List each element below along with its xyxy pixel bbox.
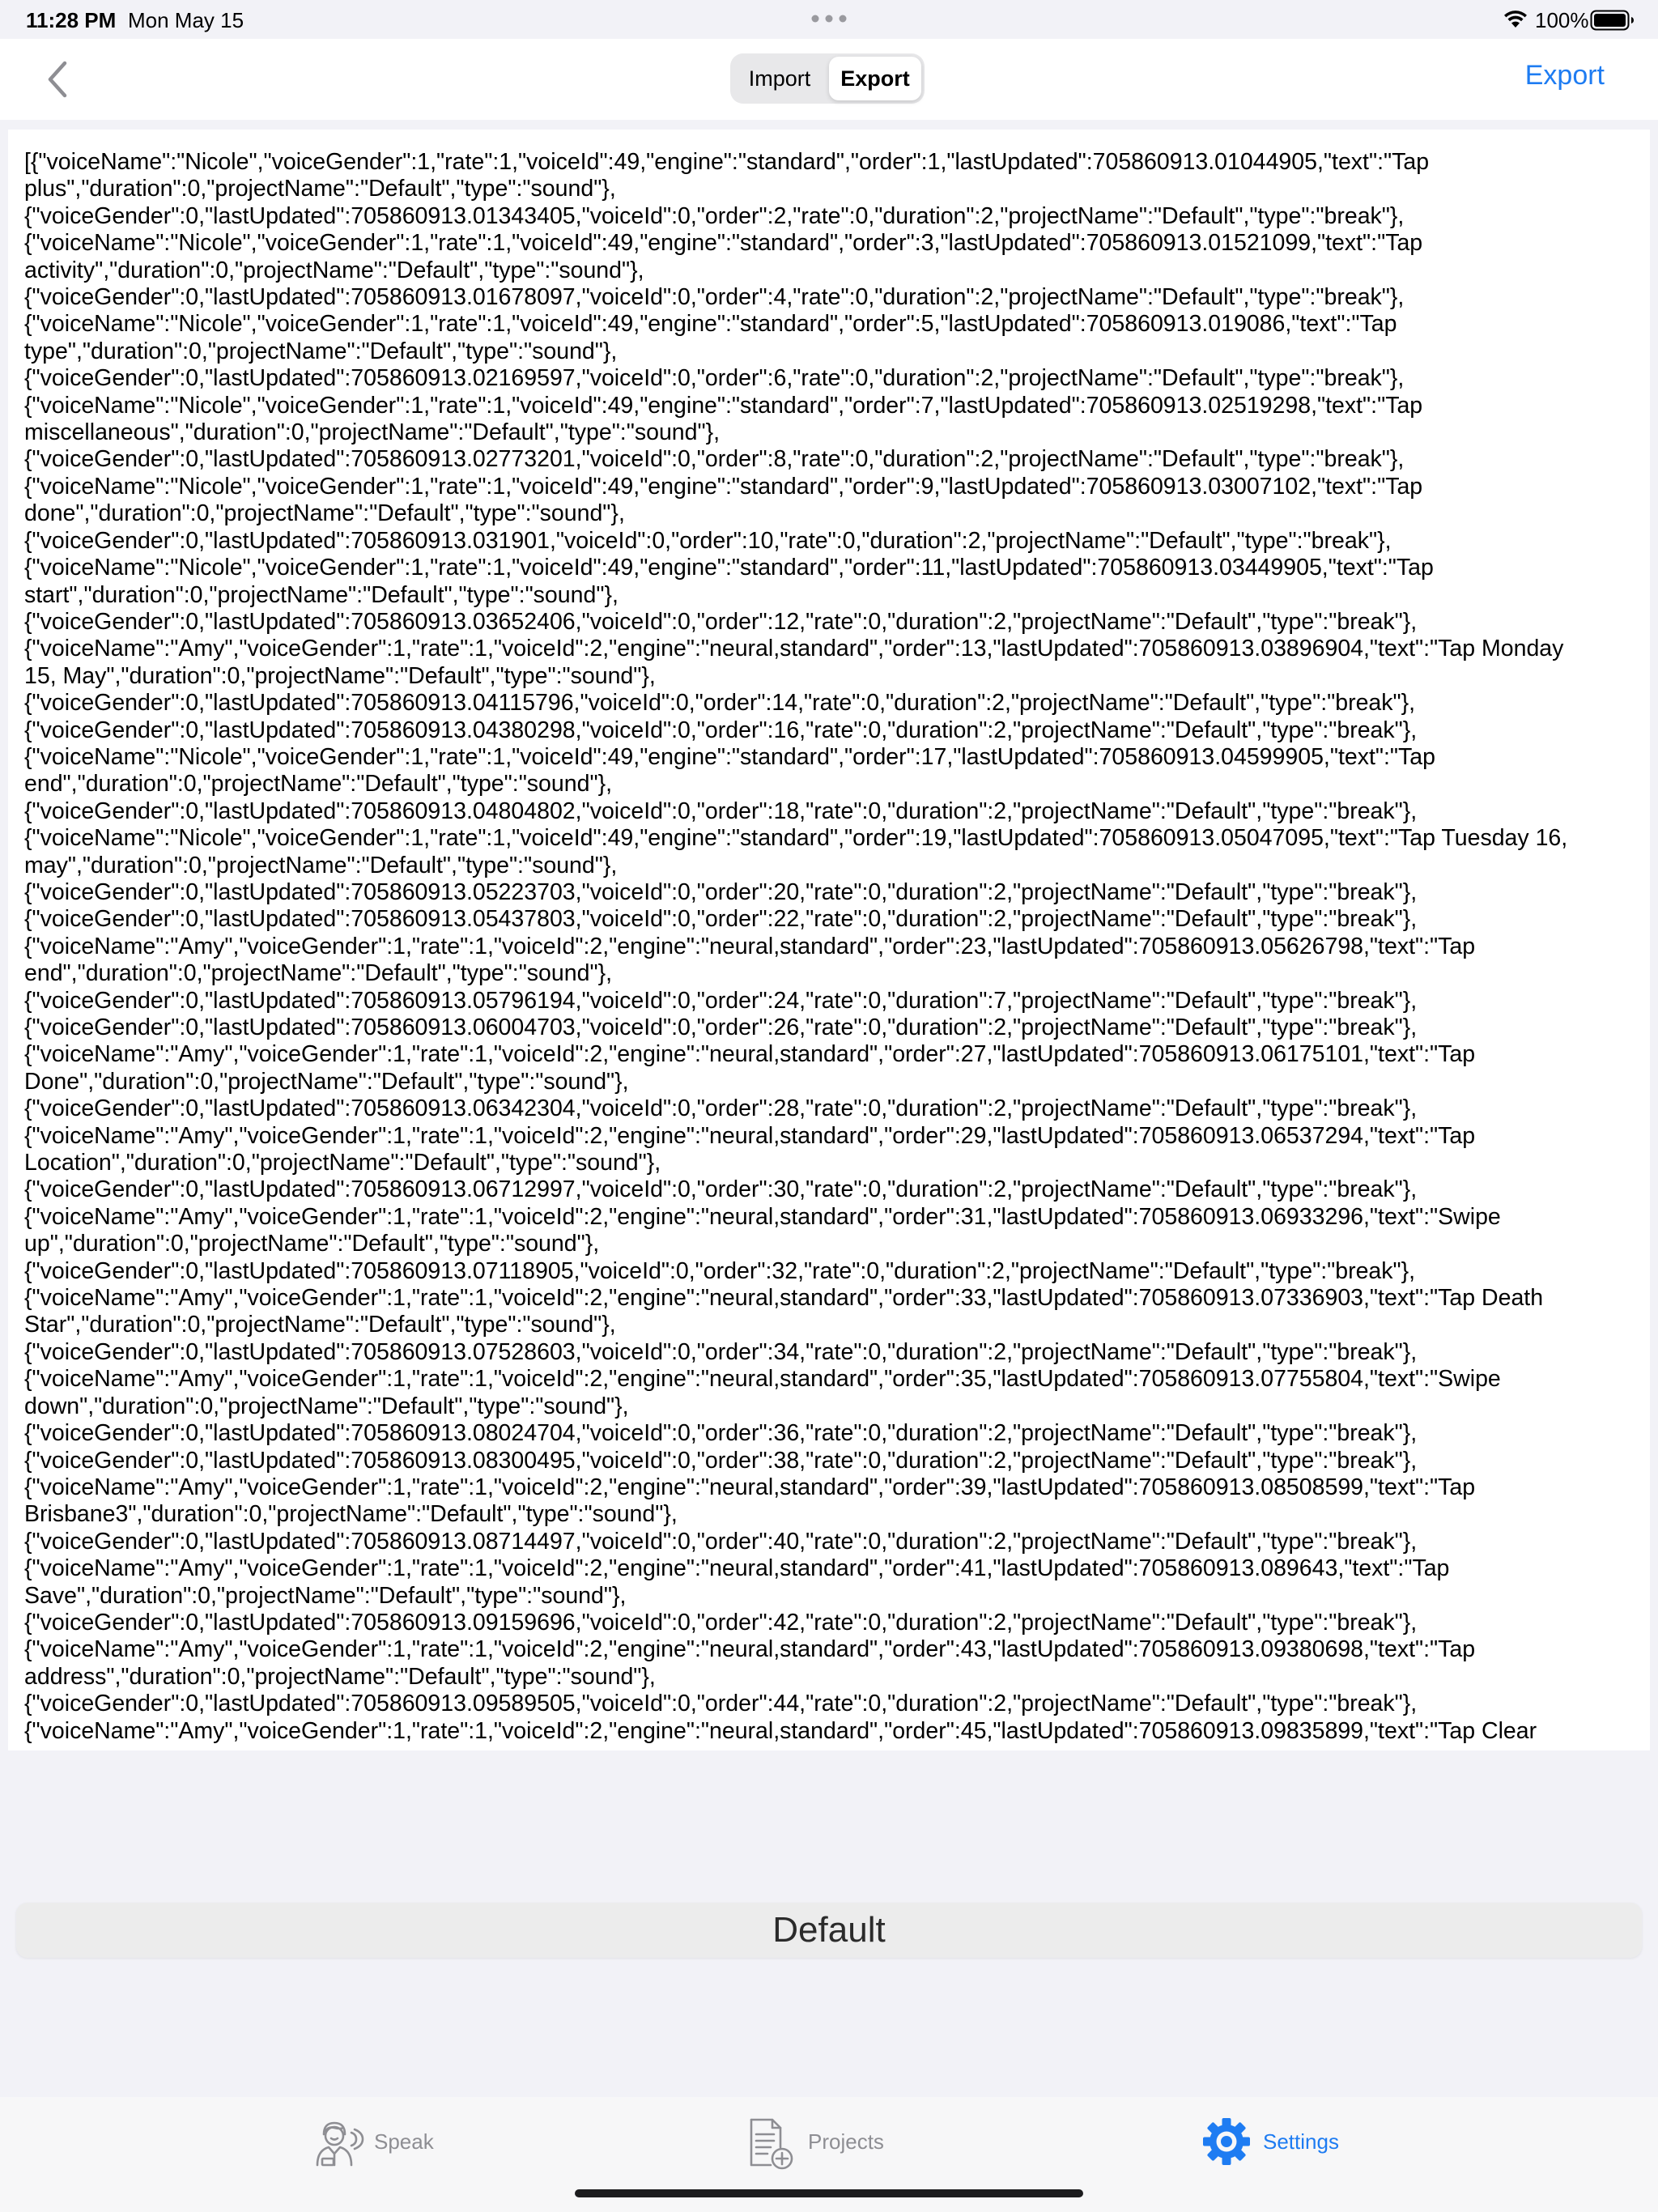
wifi-icon — [1503, 8, 1528, 29]
multitasking-dots-icon[interactable] — [811, 15, 847, 23]
export-text-line: {"voiceGender":0,"lastUpdated":705860913.05223703,"voiceId":0,"order":20,"rate":0,"duration":2,"projectName":"Default","type":"break"}, — [24, 878, 1418, 905]
export-text-line: {"voiceGender":0,"lastUpdated":705860913.02773201,"voiceId":0,"order":8,"rate":0,"duration":2,"projectName":"Default","type":"break"}, — [24, 446, 1405, 473]
segment-import[interactable]: Import — [748, 66, 811, 91]
status-bar — [0, 0, 1658, 39]
export-text-line: {"voiceName":"Amy","voiceGender":1,"rate":1,"voiceId":2,"engine":"neural,standard","order":33,"lastUpdated":705860913.07336903,"text":"Tap Death — [24, 1285, 1544, 1312]
export-text-line: up","duration":0,"projectName":"Default","type":"sound"}, — [24, 1231, 600, 1257]
export-text-line: address","duration":0,"projectName":"Default","type":"sound"}, — [24, 1663, 656, 1690]
gear-icon — [1201, 2116, 1252, 2167]
status-time: 11:28 PM — [26, 8, 117, 32]
project-selector-button[interactable]: Default — [16, 1903, 1642, 1958]
export-text-line: Star","duration":0,"projectName":"Default","type":"sound"}, — [24, 1312, 616, 1338]
export-text-line: {"voiceGender":0,"lastUpdated":705860913.06004703,"voiceId":0,"order":26,"rate":0,"duration":2,"projectName":"Default","type":"break"}, — [24, 1015, 1418, 1040]
export-text-line: {"voiceGender":0,"lastUpdated":705860913.06712997,"voiceId":0,"order":30,"rate":0,"duration":2,"projectName":"Default","type":"break"}, — [24, 1176, 1418, 1203]
export-text-line: {"voiceName":"Amy","voiceGender":1,"rate":1,"voiceId":2,"engine":"neural,standard","order":29,"lastUpdated":705860913.06537294,"text":"Tap — [24, 1122, 1476, 1149]
export-text-line: {"voiceName":"Nicole","voiceGender":1,"rate":1,"voiceId":49,"engine":"standard","order":19,"lastUpdated":705860913.05047095,"text":"Tap Tuesday 16, — [24, 825, 1568, 852]
projects-document-icon — [746, 2116, 797, 2170]
battery-icon — [1590, 10, 1635, 31]
export-text-line: {"voiceName":"Amy","voiceGender":1,"rate":1,"voiceId":2,"engine":"neural,standard","order":31,"lastUpdated":705860913.06933296,"text":"Swipe — [24, 1203, 1501, 1230]
export-text-line: {"voiceGender":0,"lastUpdated":705860913.03652406,"voiceId":0,"order":12,"rate":0,"duration":2,"projectName":"Default","type":"break"}, — [24, 608, 1418, 635]
export-text-line: {"voiceName":"Nicole","voiceGender":1,"rate":1,"voiceId":49,"engine":"standard","order":7,"lastUpdated":705860913.02519298,"text":"Tap — [24, 392, 1423, 419]
export-text-line: {"voiceGender":0,"lastUpdated":705860913.02169597,"voiceId":0,"order":6,"rate":0,"duration":2,"projectName":"Default","type":"break"}, — [24, 365, 1405, 392]
export-text-line: {"voiceGender":0,"lastUpdated":705860913.09159696,"voiceId":0,"order":42,"rate":0,"duration":2,"projectName":"Default","type":"break"}, — [24, 1609, 1418, 1636]
export-text-line: Brisbane3","duration":0,"projectName":"Default","type":"sound"}, — [24, 1501, 678, 1528]
export-text-line: {"voiceName":"Amy","voiceGender":1,"rate":1,"voiceId":2,"engine":"neural,standard","order":39,"lastUpdated":705860913.08508599,"text":"Tap — [24, 1474, 1476, 1500]
export-text-line: {"voiceGender":0,"lastUpdated":705860913.031901,"voiceId":0,"order":10,"rate":0,"duration":2,"projectName":"Default","type":"break"}, — [24, 527, 1392, 554]
export-text-line: activity","duration":0,"projectName":"Default","type":"sound"}, — [24, 257, 644, 283]
export-text-line: {"voiceGender":0,"lastUpdated":705860913.04804802,"voiceId":0,"order":18,"rate":0,"duration":2,"projectName":"Default","type":"break"}, — [24, 798, 1418, 824]
export-text-line: {"voiceGender":0,"lastUpdated":705860913.09589505,"voiceId":0,"order":44,"rate":0,"duration":2,"projectName":"Default","type":"break"}, — [24, 1691, 1418, 1717]
export-text-line: type","duration":0,"projectName":"Default","type":"sound"}, — [24, 338, 618, 364]
export-text-line: 15, May","duration":0,"projectName":"Default","type":"sound"}, — [24, 662, 656, 689]
export-text-line: start","duration":0,"projectName":"Default","type":"sound"}, — [24, 581, 619, 608]
tab-projects[interactable] — [746, 2116, 892, 2168]
export-text-line: {"voiceName":"Amy","voiceGender":1,"rate":1,"voiceId":2,"engine":"neural,standard","order":27,"lastUpdated":705860913.06175101,"text":"Tap — [24, 1041, 1476, 1068]
export-button[interactable]: Export — [1524, 60, 1605, 91]
export-text-line: may","duration":0,"projectName":"Default","type":"sound"}, — [24, 852, 618, 878]
tab-projects-label: Projects — [808, 2129, 884, 2154]
export-text-line: Location","duration":0,"projectName":"Default","type":"sound"}, — [24, 1150, 661, 1176]
tab-speak[interactable] — [309, 2116, 439, 2168]
export-text-line: miscellaneous","duration":0,"projectName":"Default","type":"sound"}, — [24, 419, 721, 446]
status-date: Mon May 15 — [128, 8, 244, 32]
export-text-line: {"voiceName":"Amy","voiceGender":1,"rate":1,"voiceId":2,"engine":"neural,standard","order":45,"lastUpdated":705860913.09835899,"text":"Tap Clear — [24, 1717, 1537, 1744]
export-text-line: {"voiceGender":0,"lastUpdated":705860913.01343405,"voiceId":0,"order":2,"rate":0,"duration":2,"projectName":"Default","type":"break"}, — [24, 202, 1405, 229]
export-text-line: {"voiceGender":0,"lastUpdated":705860913.04380298,"voiceId":0,"order":16,"rate":0,"duration":2,"projectName":"Default","type":"break"}, — [24, 717, 1418, 743]
back-chevron-icon[interactable] — [40, 58, 76, 100]
home-indicator — [575, 2189, 1083, 2197]
speak-person-icon — [309, 2116, 366, 2168]
export-text-line: Done","duration":0,"projectName":"Default","type":"sound"}, — [24, 1068, 629, 1095]
export-text-line: done","duration":0,"projectName":"Default","type":"sound"}, — [24, 500, 625, 527]
export-text-line: {"voiceGender":0,"lastUpdated":705860913.07118905,"voiceId":0,"order":32,"rate":0,"duration":2,"projectName":"Default","type":"break"}, — [24, 1257, 1416, 1284]
segment-export[interactable]: Export — [829, 57, 921, 100]
export-text-line: {"voiceGender":0,"lastUpdated":705860913.05796194,"voiceId":0,"order":24,"rate":0,"duration":7,"projectName":"Default","type":"break"}, — [24, 987, 1418, 1014]
export-text-line: end","duration":0,"projectName":"Default","type":"sound"}, — [24, 960, 613, 987]
tab-speak-label: Speak — [374, 2129, 434, 2154]
export-text-line: end","duration":0,"projectName":"Default","type":"sound"}, — [24, 771, 613, 798]
export-text-line: {"voiceName":"Nicole","voiceGender":1,"rate":1,"voiceId":49,"engine":"standard","order":3,"lastUpdated":705860913.01521099,"text":"Tap — [24, 230, 1423, 257]
export-text-line: {"voiceGender":0,"lastUpdated":705860913.04115796,"voiceId":0,"order":14,"rate":0,"duration":2,"projectName":"Default","type":"break"}, — [24, 690, 1416, 717]
import-export-segmented-control — [730, 53, 925, 104]
export-text-line: {"voiceName":"Nicole","voiceGender":1,"rate":1,"voiceId":49,"engine":"standard","order":5,"lastUpdated":705860913.019086,"text":"Tap — [24, 311, 1397, 338]
navigation-bar — [0, 39, 1658, 120]
export-json-text — [24, 149, 1634, 1745]
battery-percentage: 100% — [1535, 8, 1589, 32]
export-text-line: {"voiceGender":0,"lastUpdated":705860913.08300495,"voiceId":0,"order":38,"rate":0,"duration":2,"projectName":"Default","type":"break"}, — [24, 1447, 1418, 1474]
export-text-line: {"voiceGender":0,"lastUpdated":705860913.08024704,"voiceId":0,"order":36,"rate":0,"duration":2,"projectName":"Default","type":"break"}, — [24, 1420, 1418, 1447]
tab-settings[interactable] — [1201, 2116, 1347, 2168]
export-text-line: {"voiceName":"Amy","voiceGender":1,"rate":1,"voiceId":2,"engine":"neural,standard","order":35,"lastUpdated":705860913.07755804,"text":"Swipe — [24, 1366, 1501, 1393]
export-text-line: [{"voiceName":"Nicole","voiceGender":1,"rate":1,"voiceId":49,"engine":"standard","order":1,"lastUpdated":705860913.01044905,"text":"Tap — [24, 149, 1430, 175]
export-text-line: Save","duration":0,"projectName":"Default","type":"sound"}, — [24, 1582, 627, 1609]
export-text-line: {"voiceGender":0,"lastUpdated":705860913.01678097,"voiceId":0,"order":4,"rate":0,"duration":2,"projectName":"Default","type":"break"}, — [24, 284, 1405, 311]
export-text-line: down","duration":0,"projectName":"Default","type":"sound"}, — [24, 1393, 629, 1419]
export-text-line: plus","duration":0,"projectName":"Default","type":"sound"}, — [24, 176, 616, 202]
export-text-line: {"voiceName":"Nicole","voiceGender":1,"rate":1,"voiceId":49,"engine":"standard","order":9,"lastUpdated":705860913.03007102,"text":"Tap — [24, 473, 1423, 500]
export-text-line: {"voiceName":"Amy","voiceGender":1,"rate":1,"voiceId":2,"engine":"neural,standard","order":13,"lastUpdated":705860913.03896904,"text":"Tap Monday — [24, 636, 1564, 662]
export-text-line: {"voiceGender":0,"lastUpdated":705860913.05437803,"voiceId":0,"order":22,"rate":0,"duration":2,"projectName":"Default","type":"break"}, — [24, 906, 1418, 933]
export-text-line: {"voiceName":"Nicole","voiceGender":1,"rate":1,"voiceId":49,"engine":"standard","order":11,"lastUpdated":705860913.03449905,"text":"Tap — [24, 555, 1434, 581]
tab-settings-label: Settings — [1263, 2129, 1339, 2154]
export-text-line: {"voiceName":"Amy","voiceGender":1,"rate":1,"voiceId":2,"engine":"neural,standard","order":23,"lastUpdated":705860913.05626798,"text":"Tap — [24, 933, 1476, 959]
export-text-line: {"voiceGender":0,"lastUpdated":705860913.06342304,"voiceId":0,"order":28,"rate":0,"duration":2,"projectName":"Default","type":"break"}, — [24, 1095, 1418, 1122]
export-text-line: {"voiceName":"Amy","voiceGender":1,"rate":1,"voiceId":2,"engine":"neural,standard","order":43,"lastUpdated":705860913.09380698,"text":"Tap — [24, 1636, 1476, 1663]
export-text-line: {"voiceName":"Amy","voiceGender":1,"rate":1,"voiceId":2,"engine":"neural,standard","order":41,"lastUpdated":705860913.089643,"text":"Tap — [24, 1555, 1450, 1582]
export-text-view[interactable] — [8, 130, 1650, 1750]
export-text-line: {"voiceGender":0,"lastUpdated":705860913.08714497,"voiceId":0,"order":40,"rate":0,"duration":2,"projectName":"Default","type":"break"}, — [24, 1528, 1418, 1555]
export-text-line: {"voiceGender":0,"lastUpdated":705860913.07528603,"voiceId":0,"order":34,"rate":0,"duration":2,"projectName":"Default","type":"break"}, — [24, 1338, 1418, 1365]
export-text-line: {"voiceName":"Nicole","voiceGender":1,"rate":1,"voiceId":49,"engine":"standard","order":17,"lastUpdated":705860913.04599905,"text":"Tap — [24, 743, 1435, 770]
